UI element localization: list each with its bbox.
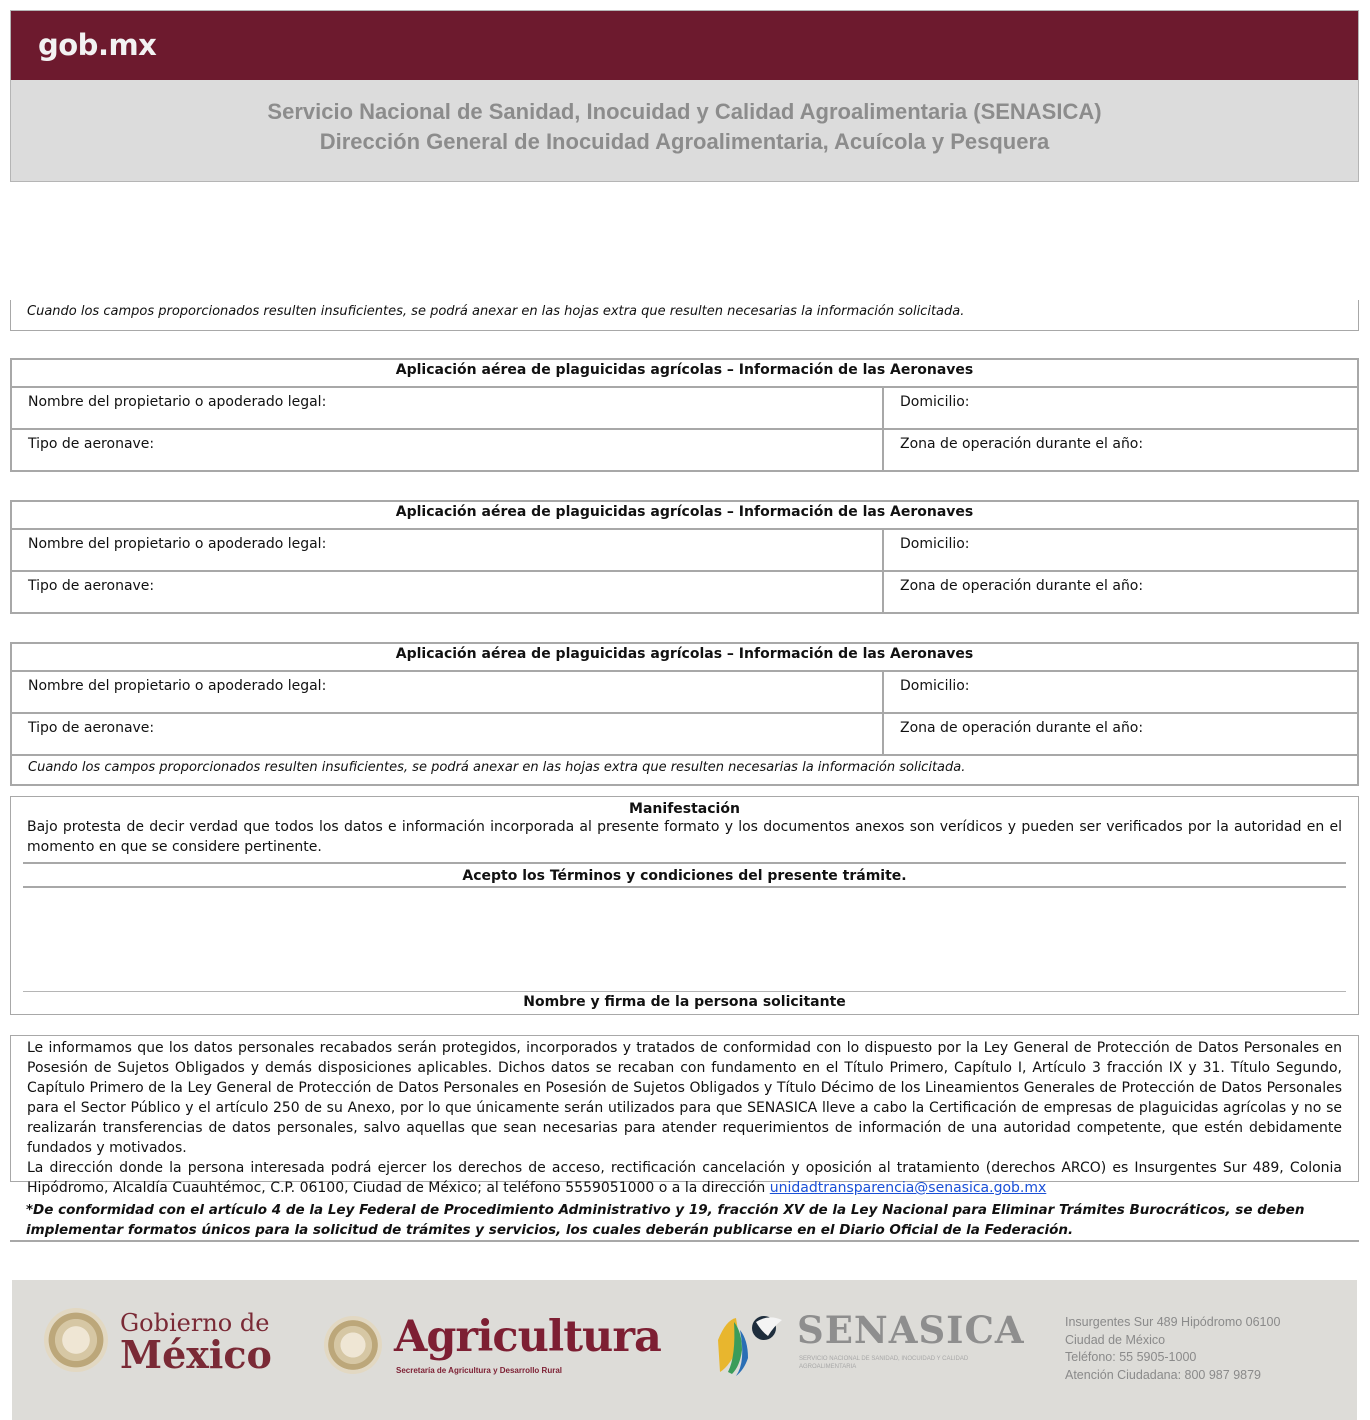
aircraft-type-field[interactable] <box>11 713 883 755</box>
agency-line-2: Dirección General de Inocuidad Agroalimentaria, Acuícola y Pesquera <box>319 129 1050 154</box>
gobierno-mexico-logo <box>120 1309 272 1377</box>
address-line: Ciudad de México <box>1065 1332 1166 1347</box>
aircraft-info-table <box>10 500 1359 614</box>
operation-zone-label: Zona de operación durante el año: <box>900 720 1144 736</box>
privacy-paragraph-2-text: La dirección donde la persona interesada podrá ejercer los derechos de acceso, rectificación cancelación y oposición al tratamiento (derechos ARCO) es Insurgentes Sur 489, Colonia Hipódromo, Alcaldía Cuauhtémoc, C.P. 06100, Ciudad de México; al teléfono 5559051000 o a la dirección <box>27 1160 1342 1196</box>
accept-terms-label[interactable]: Acepto los Términos y condiciones del presente trámite. <box>462 868 907 884</box>
manifestation-title: Manifestación <box>629 801 740 817</box>
aircraft-type-label: Tipo de aeronave: <box>28 720 155 736</box>
owner-field[interactable] <box>11 671 883 713</box>
gobierno-line-1: Gobierno de <box>120 1309 270 1337</box>
address-label: Domicilio: <box>900 536 970 552</box>
signature-line <box>23 991 1346 992</box>
table-title: Aplicación aérea de plaguicidas agrícolas – Información de las Aeronaves <box>11 501 1358 529</box>
address-field[interactable] <box>883 671 1358 713</box>
aircraft-info-table <box>10 642 1359 756</box>
mexico-seal-icon <box>44 1308 108 1372</box>
manifestation-text: Bajo protesta de decir verdad que todos los datos e información incorporada al presente formato y los documentos anexos son verídicos y pueden ser verificados por la autoridad en el momento en que se considere pertinente. <box>27 819 1342 855</box>
citizen-attention-line: Atención Ciudadana: 800 987 9879 <box>1065 1367 1261 1382</box>
page-footer <box>12 1280 1357 1420</box>
gobmx-logo[interactable]: gob.mx <box>38 28 157 62</box>
owner-label: Nombre del propietario o apoderado legal: <box>28 536 327 552</box>
operation-zone-label: Zona de operación durante el año: <box>900 436 1144 452</box>
table-title: Aplicación aérea de plaguicidas agrícolas – Información de las Aeronaves <box>11 643 1358 671</box>
owner-label: Nombre del propietario o apoderado legal: <box>28 678 327 694</box>
legal-footnote: *De conformidad con el artículo 4 de la Ley Federal de Procedimiento Administrativo y 19, fracción XV de la Ley Nacional para Eliminar Trámites Burocráticos, se deben implementar formatos únicos para la solicitud de trámites y servicios, los cuales deberán publicarse en el Diario Oficial de la Federación. <box>10 1198 1359 1242</box>
agricultura-logo: Agricultura <box>394 1312 661 1362</box>
insufficient-fields-note-bottom <box>10 756 1359 786</box>
manifestation-section <box>10 796 1359 1015</box>
divider <box>23 886 1346 888</box>
aircraft-info-table <box>10 358 1359 472</box>
table-title: Aplicación aérea de plaguicidas agrícolas – Información de las Aeronaves <box>11 359 1358 387</box>
aircraft-type-field[interactable] <box>11 429 883 471</box>
phone-line: Teléfono: 55 5905-1000 <box>1065 1350 1197 1364</box>
address-field[interactable] <box>883 529 1358 571</box>
operation-zone-field[interactable] <box>883 571 1358 613</box>
signature-label: Nombre y firma de la persona solicitante <box>523 994 846 1010</box>
transparency-email-link[interactable]: unidadtransparencia@senasica.gob.mx <box>769 1180 1047 1196</box>
privacy-notice <box>10 1035 1359 1196</box>
privacy-paragraph-1: Le informamos que los datos personales recabados serán protegidos, incorporados y tratados de conformidad con lo dispuesto por la Ley General de Protección de Datos Personales en Posesión de Sujetos Obligados y demás disposiciones aplicables. Dichos datos se recaban con fundamento en el Título Primero, Capítulo I, Artículo 3 fracción IX y 31. Título Segundo, Capítulo Primero de la Ley General de Protección de Datos Personales en Posesión de Sujetos Obligados y Título Décimo de los Lineamientos Generales de Protección de Datos Personales para el Sector Público y el artículo 250 de su Anexo, por lo que únicamente serán utilizados para que SENASICA lleve a cabo la Certificación de empresas de plaguicidas agrícolas y no se realizarán transferencias de datos personales, salvo aquellas que sean necesarias para atender requerimientos de información de una autoridad competente, que estén debidamente fundados y motivados. <box>27 1040 1342 1156</box>
gobierno-line-2: México <box>120 1332 272 1377</box>
senasica-logo: SENASICA <box>797 1308 1025 1352</box>
address-line: Insurgentes Sur 489 Hipódromo 06100 <box>1065 1315 1281 1329</box>
agency-title <box>11 80 1358 157</box>
header-bar <box>11 11 1358 80</box>
address-label: Domicilio: <box>900 678 970 694</box>
divider <box>23 862 1346 864</box>
page-header <box>10 10 1359 182</box>
senasica-subtitle: SERVICIO NACIONAL DE SANIDAD, INOCUIDAD Y CALIDAD AGROALIMENTARIA <box>799 1356 969 1370</box>
senasica-emblem-icon <box>712 1310 792 1380</box>
signature-area[interactable] <box>23 889 1346 989</box>
privacy-paragraph-2 <box>27 1158 1342 1198</box>
owner-field[interactable] <box>11 529 883 571</box>
address-label: Domicilio: <box>900 394 970 410</box>
operation-zone-field[interactable] <box>883 713 1358 755</box>
insufficient-fields-note <box>10 300 1359 331</box>
operation-zone-label: Zona de operación durante el año: <box>900 578 1144 594</box>
note-text: Cuando los campos proporcionados resulten insuficientes, se podrá anexar en las hojas extra que resulten necesarias la información solicitada. <box>28 760 966 775</box>
owner-label: Nombre del propietario o apoderado legal: <box>28 394 327 410</box>
agency-line-1: Servicio Nacional de Sanidad, Inocuidad y Calidad Agroalimentaria (SENASICA) <box>267 99 1102 124</box>
note-text: Cuando los campos proporcionados resulten insuficientes, se podrá anexar en las hojas extra que resulten necesarias la información solicitada. <box>27 304 965 319</box>
address-field[interactable] <box>883 387 1358 429</box>
operation-zone-field[interactable] <box>883 429 1358 471</box>
aircraft-type-field[interactable] <box>11 571 883 613</box>
owner-field[interactable] <box>11 387 883 429</box>
aircraft-type-label: Tipo de aeronave: <box>28 436 155 452</box>
agricultura-subtitle: Secretaría de Agricultura y Desarrollo Rural <box>396 1366 562 1375</box>
agricultura-seal-icon <box>324 1316 382 1374</box>
footer-address <box>1065 1314 1280 1384</box>
aircraft-type-label: Tipo de aeronave: <box>28 578 155 594</box>
